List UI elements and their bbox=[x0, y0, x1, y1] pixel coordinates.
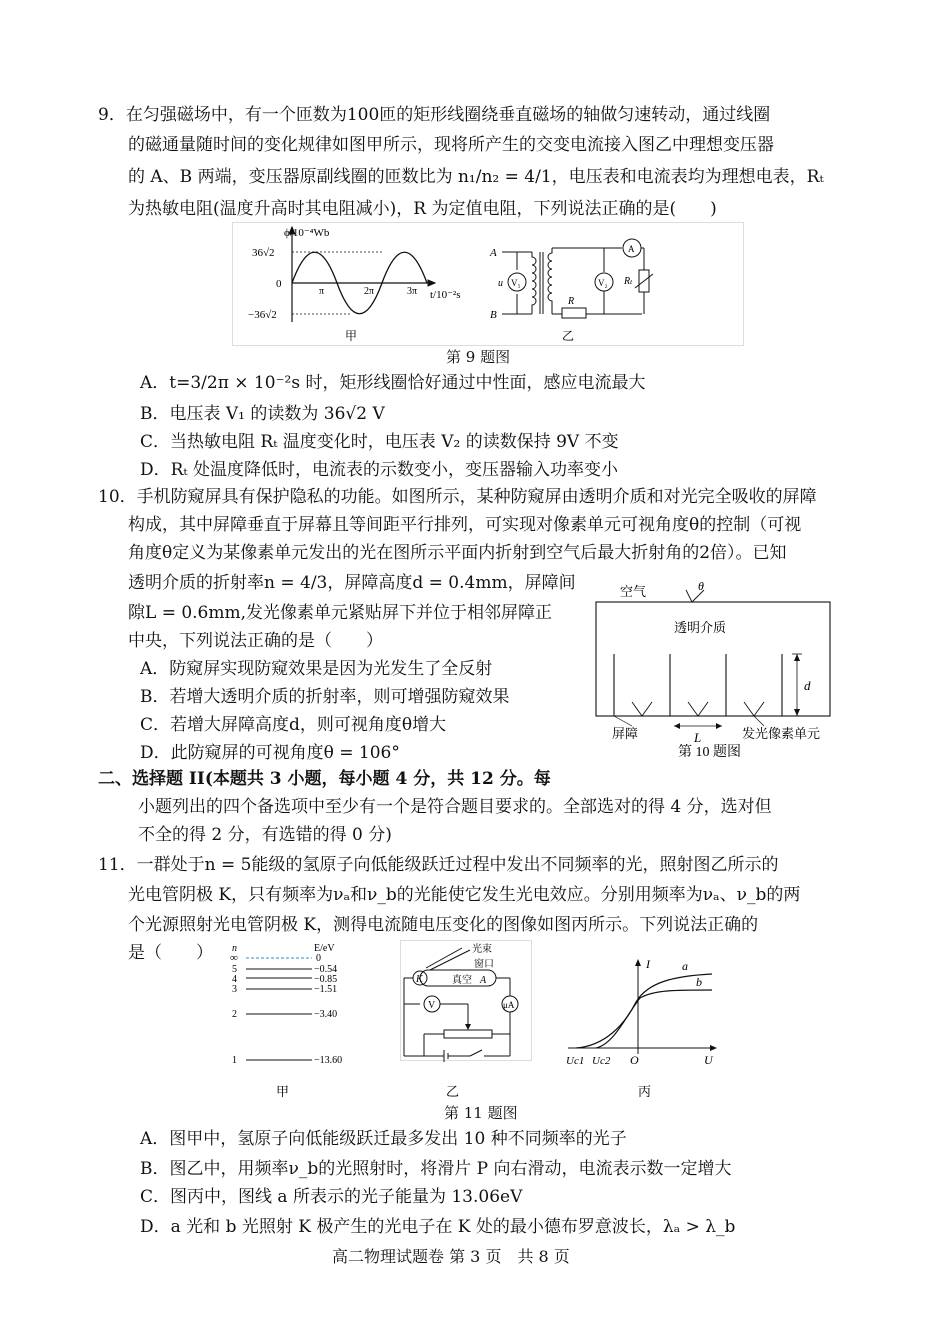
q11-line-3: 个光源照射光电管阴极 K，测得电流随电压变化的图像如图丙所示。下列说法正确的 bbox=[128, 915, 759, 935]
q10-option-b: B．若增大透明介质的折射率，则可增强防窥效果 bbox=[140, 687, 510, 707]
circuit-sub: 乙 bbox=[562, 329, 575, 343]
q10-line-2: 构成，其中屏障垂直于屏幕且等间距平行排列，可实现对像素单元可视角度θ的控制（可视 bbox=[128, 515, 802, 535]
energy-n5: 5 bbox=[232, 964, 237, 975]
q11-line-4: 是（ ） bbox=[128, 943, 213, 963]
q11-option-a: A．图甲中，氢原子向低能级跃迁最多发出 10 种不同频率的光子 bbox=[140, 1129, 627, 1149]
flux-ytop: 36√2 bbox=[252, 247, 275, 259]
flux-sub: 甲 bbox=[345, 329, 358, 343]
q11-option-b: B．图乙中，用频率ν_b的光照射时，将滑片 P 向右滑动，电流表示数一定增大 bbox=[140, 1159, 732, 1179]
q11-fig-caption: 第 11 题图 bbox=[444, 1104, 518, 1122]
section2-line-1: 二、选择题 II(本题共 3 小题，每小题 4 分，共 12 分。每 bbox=[98, 769, 551, 789]
page-footer: 高二物理试题卷 第 3 页 共 8 页 bbox=[332, 1247, 570, 1266]
energy-n-head: n bbox=[232, 943, 237, 954]
q11-line-1: 11．一群处于n = 5能级的氢原子向低能级跃迁过程中发出不同频率的光，照射图乙所示的 bbox=[98, 855, 779, 875]
energy-e-inf: 0 bbox=[316, 953, 321, 964]
q10-option-a: A．防窥屏实现防窥效果是因为光发生了全反射 bbox=[140, 659, 493, 679]
flux-t3: 3π bbox=[407, 286, 418, 297]
iv-O: O bbox=[630, 1053, 639, 1067]
flux-t1: π bbox=[319, 286, 325, 297]
iv-Uc2: Uc2 bbox=[592, 1055, 611, 1067]
energy-level-diagram bbox=[226, 940, 366, 1100]
energy-E-head: E/eV bbox=[314, 943, 335, 954]
energy-e2: −3.40 bbox=[314, 1009, 338, 1020]
energy-e5: −0.54 bbox=[314, 964, 338, 975]
q10-caption: 第 10 题图 bbox=[678, 745, 741, 760]
energy-e3: −1.51 bbox=[314, 984, 338, 995]
q10-line-6: 中央，下列说法正确的是（ ） bbox=[128, 631, 383, 651]
section2-line-3: 不全的得 2 分，有选错的得 0 分) bbox=[138, 825, 392, 845]
tube-uA: μA bbox=[503, 1000, 515, 1010]
q9-option-c: C．当热敏电阻 Rₜ 温度变化时，电压表 V₂ 的读数保持 9V 不变 bbox=[140, 432, 619, 452]
flux-yzero: 0 bbox=[276, 278, 282, 290]
energy-n4: 4 bbox=[232, 974, 237, 985]
q9-option-a: A．t=3/2π × 10⁻²s 时，矩形线圈恰好通过中性面，感应电流最大 bbox=[140, 373, 646, 393]
flux-t2: 2π bbox=[364, 286, 375, 297]
q10-line-3: 角度θ定义为某像素单元发出的光在图所示平面内折射到空气后最大折射角的2倍）。已知 bbox=[128, 543, 787, 563]
energy-e4: −0.85 bbox=[314, 974, 338, 985]
tube-A: A bbox=[480, 975, 487, 986]
circuit-R: R bbox=[568, 296, 575, 307]
energy-n3: 3 bbox=[232, 984, 237, 995]
tube-K: K bbox=[416, 974, 423, 985]
iv-I: I bbox=[646, 957, 650, 971]
energy-n2: 2 bbox=[232, 1009, 237, 1020]
q10-barrier: 屏障 bbox=[612, 726, 639, 741]
energy-sub: 甲 bbox=[276, 1084, 290, 1099]
q11-option-c: C．图丙中，图线 a 所表示的光子能量为 13.06eV bbox=[140, 1187, 523, 1207]
circuit-ammeter: A bbox=[628, 244, 635, 254]
q9-figure bbox=[232, 222, 744, 346]
iv-b: b bbox=[696, 975, 702, 989]
iv-sub: 丙 bbox=[638, 1084, 652, 1099]
q10-air: 空气 bbox=[620, 584, 647, 599]
iv-graph bbox=[564, 954, 724, 1102]
q11-option-d: D．a 光和 b 光照射 K 极产生的光电子在 K 处的最小德布罗意波长，λₐ > λ_b bbox=[140, 1217, 736, 1237]
q9-fig-caption: 第 9 题图 bbox=[446, 348, 511, 366]
energy-e1: −13.60 bbox=[314, 1055, 343, 1066]
q10-theta: θ bbox=[698, 579, 704, 593]
flux-graph bbox=[289, 227, 435, 322]
tube-beam: 光束 bbox=[472, 944, 492, 955]
circuit-u: u bbox=[498, 278, 503, 289]
flux-ylabel: ϕ/10⁻⁴Wb bbox=[284, 227, 330, 239]
q10-d: d bbox=[804, 678, 811, 693]
q10-line-1: 10．手机防窥屏具有保护隐私的功能。如图所示，某种防窥屏由透明介质和对光完全吸收的屏障 bbox=[98, 487, 817, 507]
circuit-A: A bbox=[490, 247, 497, 259]
q9-option-d: D．Rₜ 处温度降低时，电流表的示数变小，变压器输入功率变小 bbox=[140, 460, 619, 480]
q9-line-2: 的磁通量随时间的变化规律如图甲所示，现将所产生的交变电流接入图乙中理想变压器 bbox=[128, 135, 774, 155]
energy-n1: 1 bbox=[232, 1055, 237, 1066]
flux-xlabel: t/10⁻²s bbox=[430, 289, 461, 301]
circuit-Rt: Rₜ bbox=[624, 276, 633, 287]
q10-figure bbox=[592, 576, 836, 762]
q10-pixel: 发光像素单元 bbox=[742, 726, 821, 741]
iv-a: a bbox=[682, 959, 688, 973]
tube-vacuum: 真空 bbox=[452, 975, 472, 986]
q9-line-1: 9．在匀强磁场中，有一个匝数为100匝的矩形线圈绕垂直磁场的轴做匀速转动，通过线圈 bbox=[98, 105, 771, 125]
circuit-V2: V₂ bbox=[598, 278, 608, 288]
tube-sub: 乙 bbox=[446, 1084, 460, 1099]
q10-line-4: 透明介质的折射率n = 4/3，屏障高度d = 0.4mm，屏障间 bbox=[128, 573, 576, 593]
photoelectric-tube-circuit bbox=[400, 940, 532, 1102]
iv-Uc1: Uc1 bbox=[566, 1055, 585, 1067]
q10-option-d: D．此防窥屏的可视角度θ = 106° bbox=[140, 743, 400, 763]
q9-option-b: B．电压表 V₁ 的读数为 36√2 V bbox=[140, 404, 385, 424]
q11-line-2: 光电管阴极 K，只有频率为νₐ和ν_b的光能使它发生光电效应。分别用频率为νₐ、ν_b的两 bbox=[128, 885, 801, 905]
circuit-V1: V₁ bbox=[511, 278, 521, 288]
q10-L: L bbox=[694, 730, 702, 745]
q10-line-5: 隙L = 0.6mm,发光像素单元紧贴屏下并位于相邻屏障正 bbox=[128, 603, 553, 623]
energy-inf: ∞ bbox=[230, 952, 238, 964]
circuit-B: B bbox=[490, 309, 497, 321]
q10-option-c: C．若增大屏障高度d，则可视角度θ增大 bbox=[140, 715, 447, 735]
tube-V: V bbox=[428, 1000, 436, 1011]
q9-line-3: 的 A、B 两端，变压器原副线圈的匝数比为 n₁/n₂ = 4/1，电压表和电流表均为理想电表，Rₜ bbox=[128, 167, 824, 187]
iv-U: U bbox=[704, 1053, 713, 1067]
q10-medium: 透明介质 bbox=[674, 620, 727, 635]
tube-window: 窗口 bbox=[474, 959, 494, 970]
flux-ybottom: −36√2 bbox=[248, 309, 277, 321]
section2-line-2: 小题列出的四个备选项中至少有一个是符合题目要求的。全部选对的得 4 分，选对但 bbox=[138, 797, 772, 817]
q9-line-4: 为热敏电阻(温度升高时其电阻减小)，R 为定值电阻，下列说法正确的是( ) bbox=[128, 199, 717, 219]
